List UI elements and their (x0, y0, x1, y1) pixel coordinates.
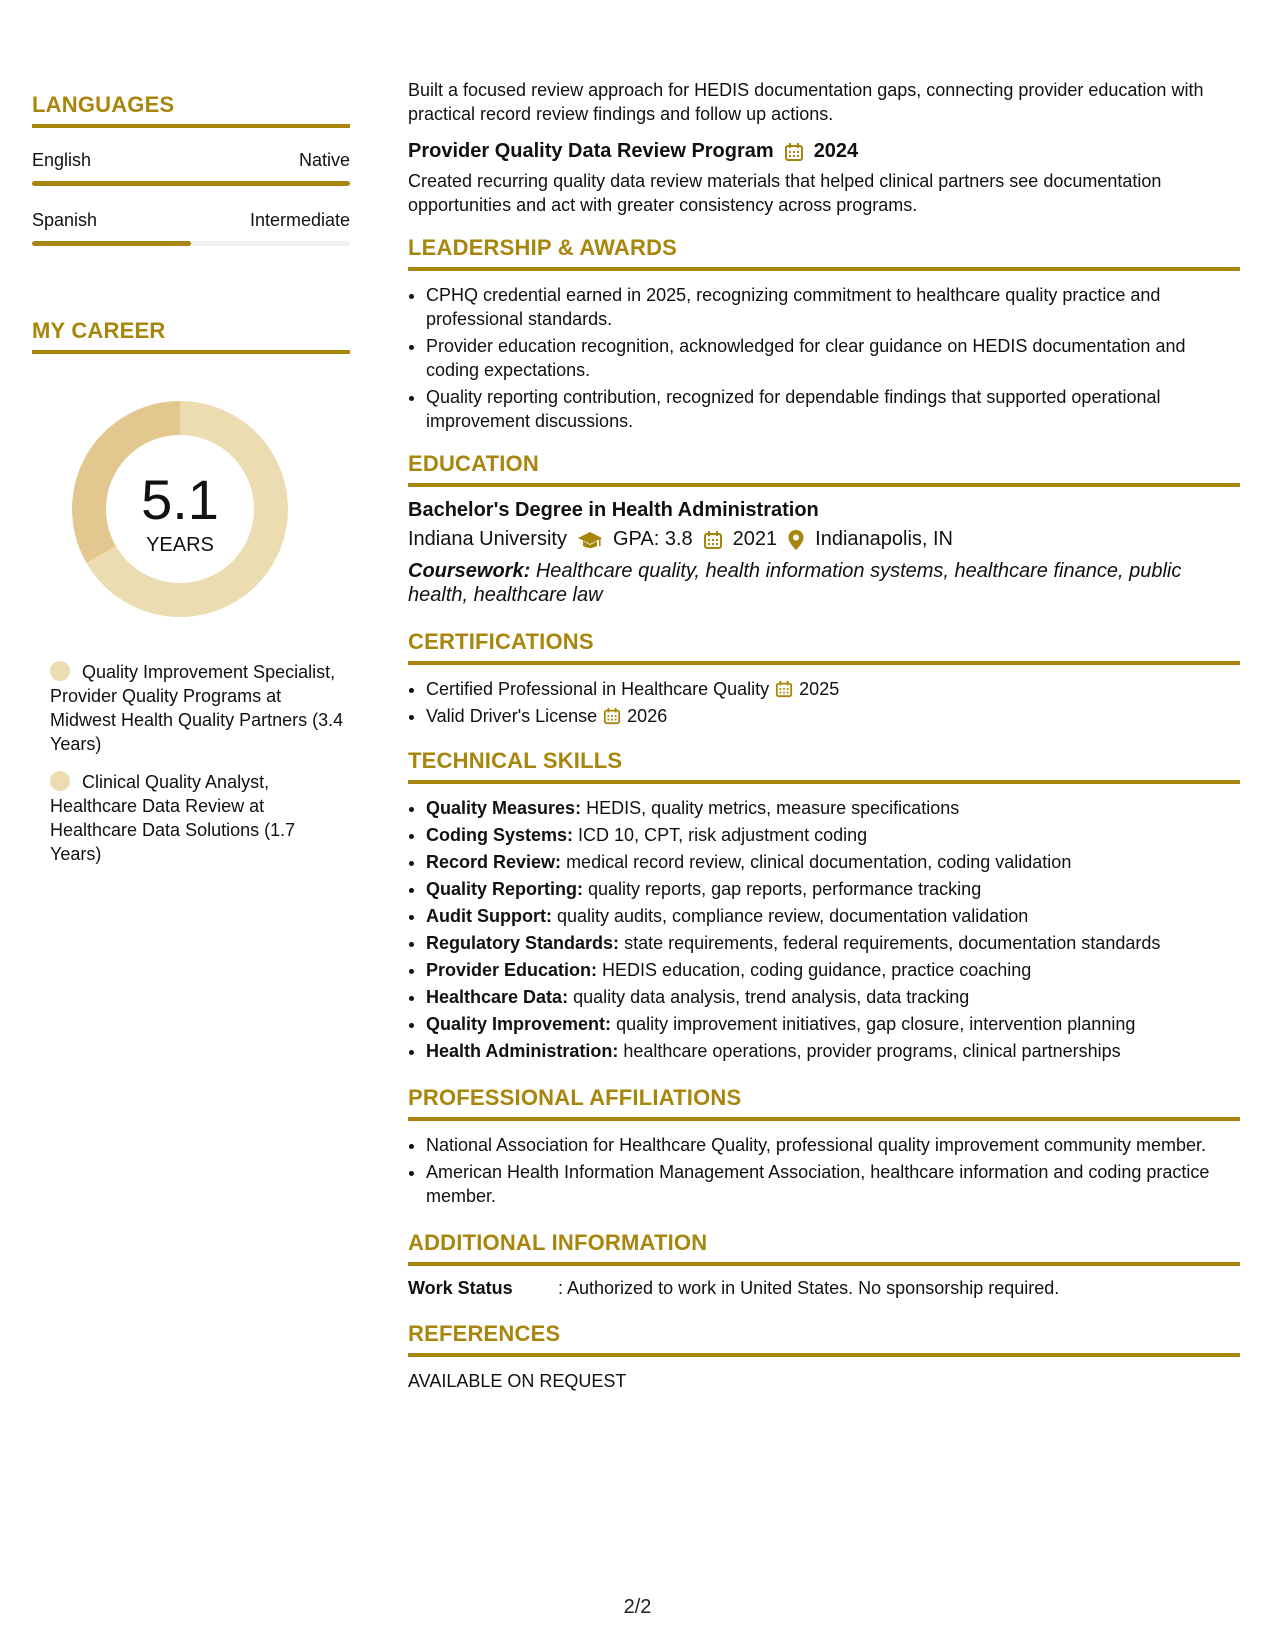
skill-item (426, 796, 1240, 820)
project-year: 2024 (813, 140, 859, 162)
skill-label: Healthcare Data: (426, 987, 569, 1007)
legend-dot-icon (50, 771, 70, 791)
right-column (408, 78, 1240, 1392)
skill-item (426, 850, 1240, 874)
career-role-list (32, 660, 350, 866)
education-year: 2021 (732, 528, 778, 550)
skill-item (426, 931, 1240, 955)
page-number: 2/2 (623, 1596, 652, 1618)
skill-label: Quality Improvement: (426, 1014, 612, 1034)
education-meta (408, 528, 1240, 551)
language-item-english (32, 150, 350, 186)
graduation-cap-icon (577, 530, 603, 550)
skills-section (408, 748, 1240, 1063)
skill-label: Regulatory Standards: (426, 933, 620, 953)
list-item: • American Health Information Management Association, healthcare information and coding practice member. (426, 1160, 1240, 1208)
education-section (408, 451, 1240, 607)
education-location: Indianapolis, IN (815, 528, 954, 550)
list-item: • National Association for Healthcare Quality, professional quality improvement community member. (426, 1133, 1240, 1157)
list-item: • CPHQ credential earned in 2025, recognizing commitment to healthcare quality practice and professional standards. (426, 283, 1240, 331)
language-proficiency-fill (32, 181, 350, 186)
certification-name: • Valid Driver's License (426, 706, 598, 726)
skill-label: Health Administration: (426, 1041, 619, 1061)
project-heading (408, 140, 1240, 163)
language-proficiency-bar (32, 241, 350, 246)
language-level: Intermediate (249, 210, 350, 230)
skill-value: quality audits, compliance review, documentation validation (556, 906, 1029, 926)
skill-item (426, 958, 1240, 982)
skill-label: Coding Systems: (426, 825, 574, 845)
skill-value: medical record review, clinical documentation, coding validation (566, 852, 1072, 872)
calendar-icon (775, 680, 793, 698)
skills-list (408, 796, 1240, 1063)
skills-title: TECHNICAL SKILLS (408, 748, 1240, 784)
calendar-icon (603, 707, 621, 725)
legend-dot-icon (50, 661, 70, 681)
skill-item (426, 985, 1240, 1009)
career-total-unit: YEARS (146, 534, 214, 556)
work-status-label: Work Status (408, 1278, 513, 1298)
coursework-text: Healthcare quality, health information systems, healthcare finance, public health, healthcare law (408, 560, 1182, 606)
education-school: Indiana University (408, 528, 567, 550)
education-title: EDUCATION (408, 451, 1240, 487)
education-gpa: GPA: 3.8 (612, 528, 693, 550)
project-description: Created recurring quality data review materials that helped clinical partners see documentation opportunities and act with greater consistency across programs. (408, 171, 1162, 215)
languages-title: LANGUAGES (32, 92, 350, 128)
additional-section (408, 1230, 1240, 1299)
calendar-icon (703, 530, 723, 550)
career-donut-chart (65, 394, 295, 624)
skill-item (426, 904, 1240, 928)
language-name: Spanish (32, 210, 98, 230)
coursework-label: Coursework: (408, 560, 531, 582)
list-item: • Quality reporting contribution, recognized for dependable findings that supported operational improvement discussions. (426, 385, 1240, 433)
skill-label: Record Review: (426, 852, 562, 872)
list-item (426, 704, 1240, 728)
language-proficiency-fill (32, 241, 191, 246)
references-text: AVAILABLE ON REQUEST (408, 1371, 627, 1391)
skill-item (426, 823, 1240, 847)
leadership-title: LEADERSHIP & AWARDS (408, 235, 1240, 271)
affiliations-section (408, 1085, 1240, 1208)
skill-label: Provider Education: (426, 960, 598, 980)
work-status-value: : Authorized to work in United States. No sponsorship required. (558, 1278, 1060, 1298)
career-title: MY CAREER (32, 318, 350, 354)
career-role-item: Clinical Quality Analyst, Healthcare Data Review at Healthcare Data Solutions (1.7 Years) (50, 772, 296, 864)
project-title: Provider Quality Data Review Program (408, 140, 774, 162)
additional-title: ADDITIONAL INFORMATION (408, 1230, 1240, 1266)
references-title: REFERENCES (408, 1321, 1240, 1357)
skill-value: state requirements, federal requirements, documentation standards (624, 933, 1161, 953)
skill-value: HEDIS, quality metrics, measure specifications (586, 798, 960, 818)
project-intro: Built a focused review approach for HEDIS documentation gaps, connecting provider education with practical record review findings and follow up actions. (408, 80, 1204, 124)
career-role-item: Quality Improvement Specialist, Provider Quality Programs at Midwest Health Quality Partners (3.4 Years) (50, 662, 344, 754)
career-total-years: 5.1 (141, 468, 219, 531)
references-section (408, 1321, 1240, 1392)
language-proficiency-bar (32, 181, 350, 186)
education-degree: Bachelor's Degree in Health Administration (408, 499, 819, 521)
list-item: • Provider education recognition, acknowledged for clear guidance on HEDIS documentation and coding expectations. (426, 334, 1240, 382)
education-coursework (408, 559, 1240, 607)
language-name: English (32, 150, 92, 170)
left-column (32, 92, 350, 880)
skill-item (426, 1039, 1240, 1063)
skill-value: quality reports, gap reports, performance tracking (588, 879, 982, 899)
certification-year: 2026 (627, 706, 668, 726)
certifications-title: CERTIFICATIONS (408, 629, 1240, 665)
language-level: Native (298, 150, 350, 170)
calendar-icon (784, 142, 804, 162)
skill-value: HEDIS education, coding guidance, practice coaching (602, 960, 1032, 980)
certifications-section (408, 629, 1240, 728)
skill-label: Quality Measures: (426, 798, 582, 818)
skill-value: quality improvement initiatives, gap closure, intervention planning (616, 1014, 1136, 1034)
affiliations-title: PROFESSIONAL AFFILIATIONS (408, 1085, 1240, 1121)
certification-name: • Certified Professional in Healthcare Quality (426, 679, 770, 699)
skill-label: Audit Support: (426, 906, 552, 926)
skill-item (426, 877, 1240, 901)
list-item (426, 677, 1240, 701)
leadership-section (408, 235, 1240, 433)
certification-year: 2025 (799, 679, 840, 699)
location-pin-icon (787, 529, 805, 551)
skill-item (426, 1012, 1240, 1036)
skill-value: healthcare operations, provider programs, clinical partnerships (623, 1041, 1121, 1061)
skill-value: ICD 10, CPT, risk adjustment coding (578, 825, 868, 845)
language-item-spanish (32, 210, 350, 246)
skill-label: Quality Reporting: (426, 879, 583, 899)
skill-value: quality data analysis, trend analysis, data tracking (573, 987, 970, 1007)
